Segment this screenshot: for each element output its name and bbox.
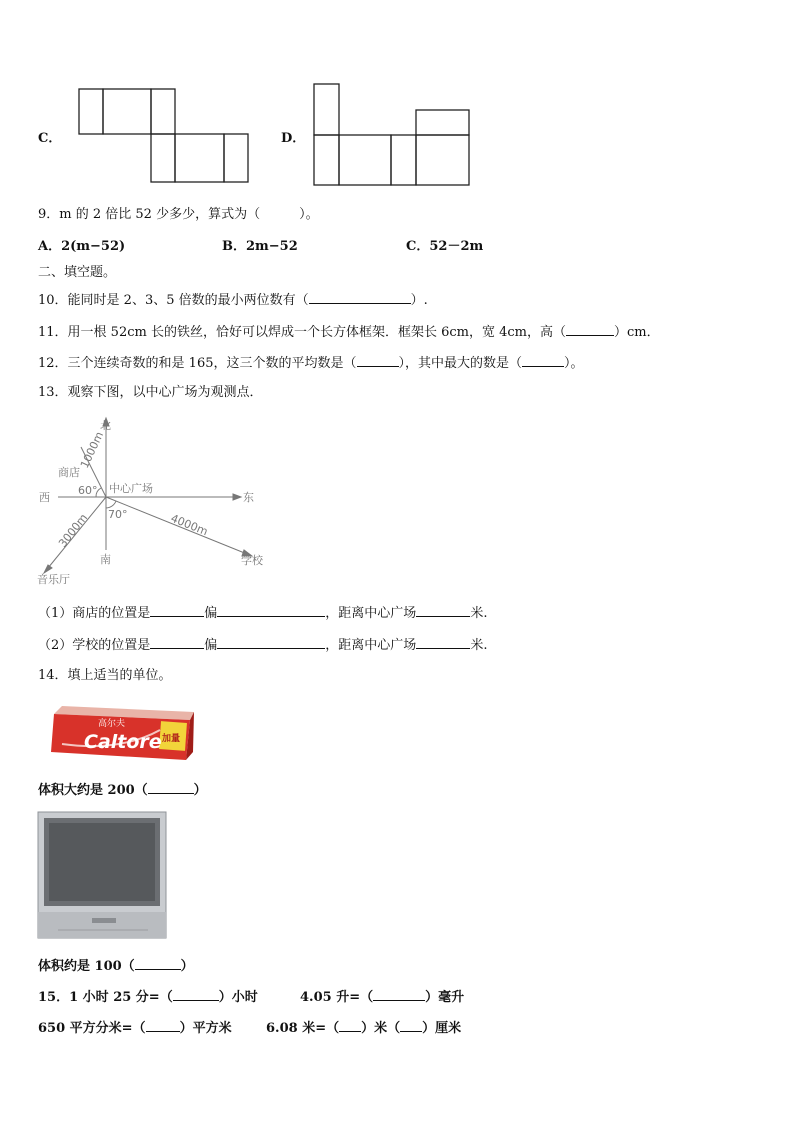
q15-2b-mid: ）米（ bbox=[361, 1021, 401, 1036]
q15-blank-m[interactable] bbox=[339, 1019, 361, 1032]
label-angle-70: 70° bbox=[108, 508, 128, 521]
q15-line-2b bbox=[266, 1019, 461, 1037]
q13-2-text-c: ，距离中心广场 bbox=[325, 638, 417, 653]
q15-1b-unit: ）毫升 bbox=[425, 990, 465, 1005]
question-13-stem: 13．观察下图，以中心广场为观测点． bbox=[38, 385, 263, 400]
section-2-heading: 二、填空题。 bbox=[38, 265, 117, 280]
q13-1-text-d: 米. bbox=[470, 606, 488, 621]
label-shop: 商店 bbox=[58, 466, 80, 479]
q13-1-text-c: ，距离中心广场 bbox=[325, 606, 417, 621]
label-distance-4000m: 4000m bbox=[168, 511, 210, 539]
option-d-label: D． bbox=[281, 131, 306, 146]
label-distance-1000m: 1000m bbox=[77, 429, 107, 471]
q14-line-2 bbox=[38, 957, 194, 975]
q12-text-a: 12．三个连续奇数的和是 165，这三个数的平均数是（ bbox=[38, 356, 357, 371]
q14-line2-text: 体积约是 100（ bbox=[38, 959, 135, 974]
q10-end: ）. bbox=[410, 293, 428, 308]
q15-2a-unit: ）平方米 bbox=[179, 1021, 232, 1036]
q14-line1-end: ） bbox=[193, 783, 207, 798]
box-brand-text: Caltore bbox=[84, 731, 162, 753]
q14-line2-end: ） bbox=[180, 959, 194, 974]
label-center-plaza: 中心广场 bbox=[109, 482, 153, 495]
q9-option-b: B．2m−52 bbox=[222, 239, 298, 254]
q15-2b-unit: ）厘米 bbox=[422, 1021, 462, 1036]
q11-text: 11．用一根 52cm 长的铁丝，恰好可以焊成一个长方体框架．框架长 6cm，宽 4cm，高（ bbox=[38, 325, 566, 340]
q9-option-c: C．52－2m bbox=[406, 239, 484, 254]
q12-text-c: ）。 bbox=[564, 356, 584, 371]
option-c-label: C． bbox=[38, 131, 62, 146]
label-school: 学校 bbox=[241, 554, 263, 567]
q15-line-1a bbox=[38, 988, 258, 1006]
q10-text: 10．能同时是 2、3、5 倍数的最小两位数有（ bbox=[38, 293, 309, 308]
label-south: 南 bbox=[100, 553, 111, 566]
q12-text-b: ），其中最大的数是（ bbox=[398, 356, 523, 371]
label-east: 东 bbox=[243, 491, 254, 504]
q15-1a-unit: ）小时 bbox=[218, 990, 258, 1005]
label-distance-3000m: 3000m bbox=[56, 511, 91, 550]
q15-line-1b bbox=[300, 988, 464, 1006]
label-north: 北 bbox=[100, 419, 111, 432]
q15-2b-text: 6.08 米=（ bbox=[266, 1021, 340, 1036]
q15-blank-sqm[interactable] bbox=[146, 1019, 180, 1032]
q15-1a-text: 15．1 小时 25 分=（ bbox=[38, 990, 173, 1005]
q13-2-text-d: 米. bbox=[470, 638, 488, 653]
q15-1b-text: 4.05 升=（ bbox=[300, 990, 374, 1005]
q13-1-text-b: 偏 bbox=[204, 606, 218, 621]
q15-blank-cm[interactable] bbox=[400, 1019, 422, 1032]
q15-blank-ml[interactable] bbox=[373, 988, 425, 1001]
label-music-hall: 音乐厅 bbox=[37, 573, 70, 586]
q14-line1-text: 体积大约是 200（ bbox=[38, 783, 148, 798]
question-9-stem: 9．m 的 2 倍比 52 少多少，算式为（ ）。 bbox=[38, 207, 319, 222]
q14-blank-2[interactable] bbox=[135, 957, 181, 970]
box-badge-text: 加量 bbox=[162, 734, 181, 744]
label-west: 西 bbox=[39, 491, 50, 504]
q13-2-text-a: （2）学校的位置是 bbox=[38, 638, 151, 653]
q15-line-2a bbox=[38, 1019, 232, 1037]
q13-1-text-a: （1）商店的位置是 bbox=[38, 606, 151, 621]
q15-2a-text: 650 平方分米=（ bbox=[38, 1021, 146, 1036]
label-angle-60: 60° bbox=[78, 484, 98, 497]
box-chinese-brand: 高尔夫 bbox=[98, 719, 126, 729]
q15-blank-hours[interactable] bbox=[173, 988, 219, 1001]
question-14-stem: 14．填上适当的单位。 bbox=[38, 668, 172, 683]
q13-2-text-b: 偏 bbox=[204, 638, 218, 653]
q9-option-a: A．2(m−52) bbox=[38, 239, 126, 254]
q11-end: ）cm． bbox=[613, 325, 660, 340]
